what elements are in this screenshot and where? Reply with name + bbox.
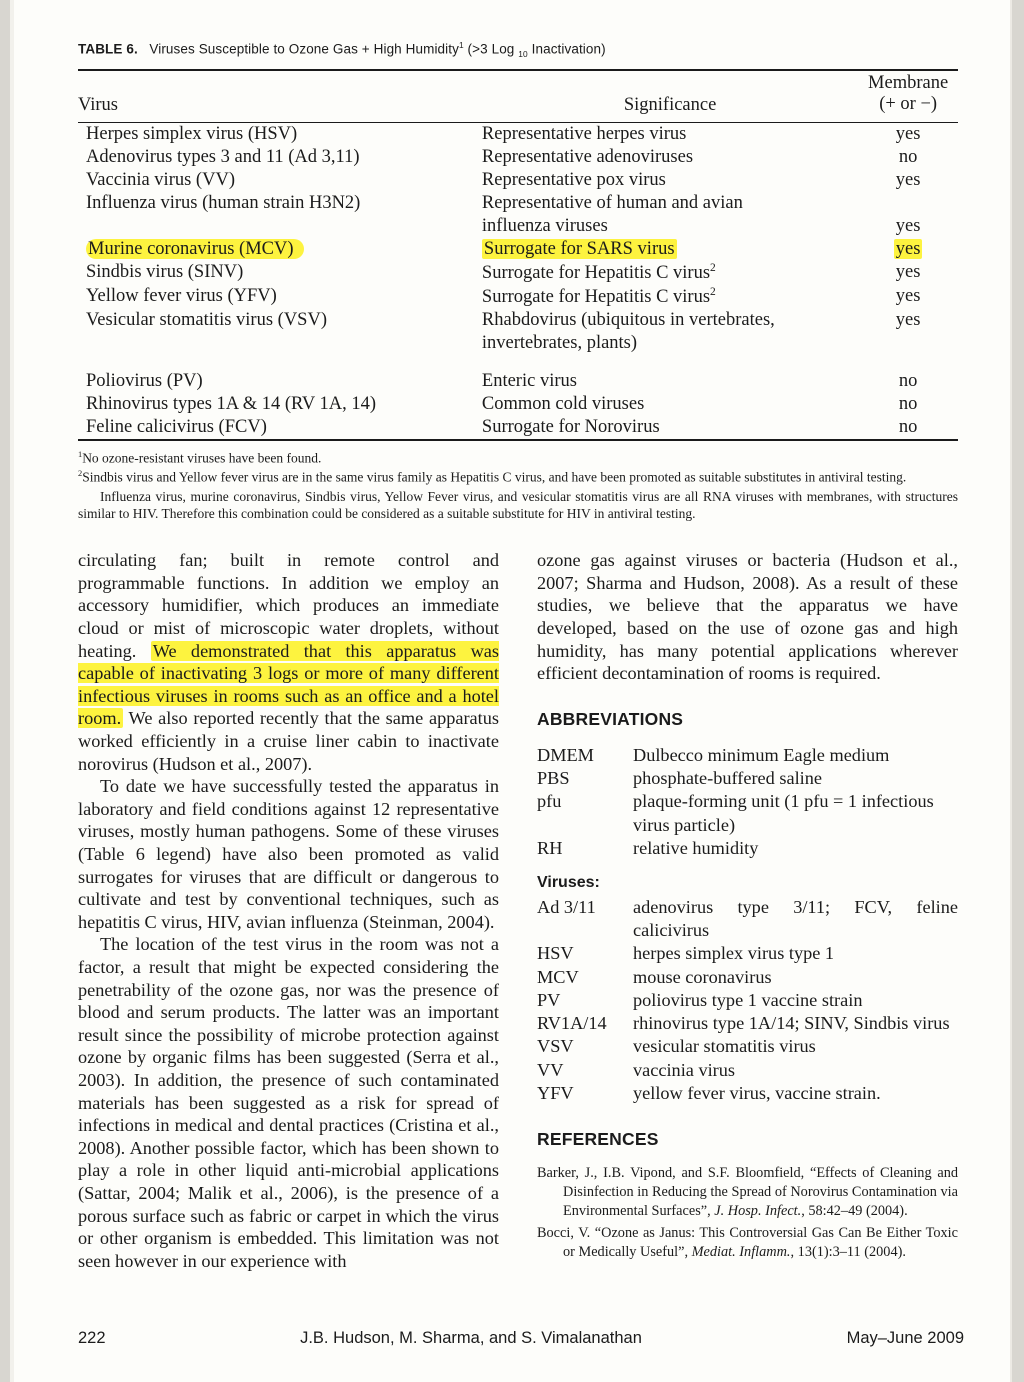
section-heading-references: REFERENCES (537, 1129, 659, 1150)
virus-abbreviation-item (537, 1035, 958, 1058)
cell-membrane: yes (895, 310, 921, 331)
page-content (78, 40, 958, 1272)
virus-abbreviation-item (537, 966, 958, 989)
table-row-highlighted (78, 238, 958, 261)
cell-significance (482, 261, 858, 285)
abbreviation-definition: mouse coronavirus (633, 966, 772, 987)
abbreviation-definition: herpes simplex virus type 1 (633, 943, 835, 964)
footnote-2-text: Sindbis virus and Yellow fever virus are in the same virus family as Hepatitis C virus, and have been promoted as suitable substitutes in antiviral testing. (82, 469, 907, 485)
paragraph: To date we have successfully tested the apparatus in laboratory and field conditions against 12 representative viruses, mostly human pathogens. Some of these viruses (Table 6 legend) have also been promoted as valid surrogates for viruses that are difficult or dangerous to cultivate and test by conventional techniques, such as hepatitis C virus, HIV, avian influenza (Steinman, 2004). (78, 776, 499, 932)
cell-virus: Herpes simplex virus (HSV) (86, 123, 298, 144)
abbreviation-item (537, 837, 958, 860)
abbreviation-definition: vesicular stomatitis virus (633, 1036, 816, 1057)
table-caption-text-mid: (>3 Log (463, 41, 519, 57)
abbreviation-definition: plaque-forming unit (1 pfu = 1 infectious (633, 791, 934, 812)
abbreviation-term: DMEM (537, 744, 594, 765)
virus-abbreviation-item (537, 1059, 958, 1082)
reference-text-post: , 13(1):3–11 (2004). (790, 1244, 906, 1261)
cell-membrane: no (898, 394, 918, 415)
footnote-3 (78, 488, 958, 524)
abbreviation-term: VV (537, 1059, 564, 1080)
abbreviation-definition: yellow fever virus, vaccine strain. (633, 1082, 881, 1103)
table-row (78, 416, 958, 440)
spacer-cell (858, 355, 958, 370)
table-footnotes (78, 449, 958, 523)
cell-virus (78, 238, 482, 261)
table-row (78, 261, 958, 285)
table-row (78, 122, 958, 146)
virus-abbreviation-item (537, 989, 958, 1012)
cell-virus: Sindbis virus (SINV) (86, 262, 244, 283)
cell-virus: Yellow fever virus (YFV) (86, 286, 277, 307)
highlighted-membrane: yes (895, 238, 921, 259)
viruses-table (78, 69, 958, 441)
cell-significance: Representative herpes virus (481, 123, 687, 144)
cell-virus-empty (78, 332, 482, 355)
cell-significance-text: Surrogate for Hepatitis C virus (481, 262, 711, 283)
membrane-header-line1: Membrane (868, 73, 949, 94)
abbreviation-definition: Dulbecco minimum Eagle medium (633, 744, 890, 765)
cell-significance: Representative adenoviruses (481, 146, 694, 167)
cell-significance-continued: invertebrates, plants) (481, 333, 638, 354)
cell-virus: Influenza virus (human strain H3N2) (86, 192, 361, 213)
abbreviation-term: PBS (537, 768, 570, 789)
cell-virus: Adenovirus types 3 and 11 (Ad 3,11) (86, 146, 360, 167)
page-footer (78, 1329, 964, 1348)
cell-virus: Feline calicivirus (FCV) (86, 417, 267, 438)
subheading-viruses: Viruses: (537, 874, 600, 892)
footnote-1 (78, 449, 958, 467)
cell-membrane-empty (858, 332, 958, 355)
footnote-1-marker: 1 (78, 450, 83, 460)
cell-significance (482, 238, 858, 261)
table-row-spacer (78, 355, 958, 370)
abbreviation-term: VSV (537, 1036, 574, 1057)
abbreviation-definition: phosphate-buffered saline (633, 768, 823, 789)
cell-membrane: no (898, 371, 918, 392)
body-columns (78, 549, 958, 1272)
footer-authors: J.B. Hudson, M. Sharma, and S. Vimalanathan (300, 1329, 642, 1347)
table-header-row (78, 70, 958, 122)
abbreviation-item (537, 744, 958, 767)
abbreviation-definition: vaccinia virus (633, 1059, 736, 1080)
abbreviation-term: pfu (537, 791, 562, 812)
scan-edge-left (0, 0, 10, 1382)
cell-significance: Common cold viruses (481, 394, 645, 415)
cell-virus: Vaccinia virus (VV) (86, 169, 235, 190)
page-number: 222 (78, 1329, 106, 1347)
paragraph-continued (78, 549, 499, 775)
table-caption-sub-10: 10 (518, 49, 528, 60)
cell-significance-text: Surrogate for Hepatitis C virus (481, 287, 711, 308)
cell-significance-sup: 2 (710, 261, 716, 274)
section-heading-abbreviations: ABBREVIATIONS (537, 708, 684, 729)
cell-membrane: yes (895, 215, 921, 236)
column-header-virus: Virus (78, 94, 118, 115)
table-caption-text-before: Viruses Susceptible to Ozone Gas + High Humidity (149, 41, 459, 57)
virus-abbreviation-item (537, 942, 958, 965)
virus-abbreviation-item (537, 1082, 958, 1105)
highlighted-significance: Surrogate for SARS virus (483, 238, 675, 259)
reference-item (537, 1164, 958, 1221)
reference-text-post: , 58:42–49 (2004). (801, 1203, 908, 1220)
footnote-2-marker: 2 (78, 469, 83, 479)
table-row (78, 285, 958, 309)
right-column (537, 549, 958, 1272)
cell-membrane: no (898, 146, 918, 167)
paragraph: The location of the test virus in the room was not a factor, a result that might be expected considering the penetrability of the ozone gas, nor was the presence of blood and serum products. The latter was an important result since the possibility of microbe protection against ozone by organic films has been suggested (Serra et al., 2003). In addition, the presence of such contaminated materials has been suggested as a risk for spread of infections in medical and dental practices (Cristina et al., 2008). Another possible factor, which has been shown to play a role in other liquid anti-microbial applications (Sattar, 2004; Malik et al., 2006), is the presence of a porous surface such as fabric or carpet in which the virus or other organism is embedded. This limitation was not seen however in our experience with (78, 934, 499, 1271)
table-row (78, 309, 958, 332)
cell-membrane: no (898, 417, 918, 438)
scan-edge-right (1012, 0, 1024, 1382)
table-row-continuation (78, 332, 958, 355)
cell-significance: Representative of human and avian (481, 192, 743, 213)
reference-journal: J. Hosp. Infect. (714, 1203, 802, 1220)
virus-abbreviation-item (537, 1012, 958, 1035)
abbreviation-definition: poliovirus type 1 vaccine strain (633, 989, 863, 1010)
cell-significance-continued: influenza viruses (481, 215, 608, 236)
reference-journal: Mediat. Inflamm. (691, 1244, 791, 1261)
virus-abbreviation-item (537, 896, 958, 942)
cell-membrane: yes (895, 262, 921, 283)
cell-significance: Rhabdovirus (ubiquitous in vertebrates, (481, 310, 775, 331)
table-row (78, 192, 958, 215)
paragraph-text-a: circulating fan; built in remote control and programmable functions. In addition we employ an accessory humidifier, which produces an immediate cloud or mist of microscopic water droplets, without heating. (78, 550, 499, 661)
cell-virus: Rhinovirus types 1A & 14 (RV 1A, 14) (86, 394, 377, 415)
cell-significance: Representative pox virus (481, 169, 666, 190)
footnote-1-text: No ozone-resistant viruses have been found. (82, 450, 322, 466)
abbreviation-definition: rhinovirus type 1A/14; SINV, Sindbis virus (633, 1013, 950, 1034)
column-header-significance: Significance (623, 94, 717, 115)
abbreviation-item (537, 790, 958, 813)
table-caption-sup-1: 1 (458, 40, 464, 50)
membrane-header-line2: (+ or −) (879, 94, 938, 115)
table-row-continuation (78, 215, 958, 238)
left-column (78, 549, 499, 1272)
cell-virus-empty (78, 215, 482, 238)
cell-membrane: yes (895, 169, 921, 190)
cell-significance: Surrogate for Norovirus (481, 417, 660, 438)
cell-significance-sup: 2 (710, 285, 716, 298)
abbreviation-term: RH (537, 837, 563, 858)
abbreviation-item (537, 767, 958, 790)
spacer-cell (78, 355, 482, 370)
abbreviation-definition: adenovirus type 3/11; FCV, feline calicivirus (633, 897, 958, 941)
cell-membrane: yes (895, 123, 921, 144)
cell-virus: Poliovirus (PV) (86, 371, 203, 392)
reference-text-pre: Barker, J., I.B. Vipond, and S.F. Bloomfield, “Effects of Cleaning and Disinfection in Reducing the Spread of Norovirus Contamination via Environmental Surfaces”, (537, 1165, 958, 1220)
footnote-2 (78, 468, 958, 486)
reference-item (537, 1224, 958, 1262)
reference-text-pre: Bocci, V. “Ozone as Janus: This Controversial Gas Can Be Either Toxic or Medically Useful”, (537, 1225, 958, 1261)
abbreviation-term: MCV (537, 966, 579, 987)
footnote-3-text: Influenza virus, murine coronavirus, Sindbis virus, Yellow Fever virus, and vesicular stomatitis virus are all RNA viruses with membranes, with structures similar to HIV. Therefore this combination could be considered as a suitable substitute for HIV in antiviral testing. (78, 488, 958, 522)
abbreviation-term: RV1A/14 (537, 1013, 607, 1034)
table-row (78, 370, 958, 393)
cell-virus: Vesicular stomatitis virus (VSV) (86, 310, 327, 331)
paragraph-text-b: We also reported recently that the same apparatus worked efficiently in a cruise liner cabin to inactivate norovirus (Hudson et al., 2007). (78, 708, 499, 774)
table-caption (78, 40, 958, 59)
abbreviation-term: YFV (537, 1082, 574, 1103)
abbreviation-term: Ad 3/11 (537, 897, 596, 918)
abbreviation-term: HSV (537, 943, 574, 964)
table-row (78, 146, 958, 169)
table-label: TABLE 6. (78, 41, 138, 57)
abbreviation-definition: relative humidity (633, 837, 759, 858)
cell-significance: Enteric virus (481, 371, 577, 392)
table-caption-text-after: Inactivation) (527, 41, 606, 57)
table-head (78, 70, 958, 122)
highlighted-virus-name: Murine coronavirus (MCV) (86, 239, 304, 259)
abbreviation-term: PV (537, 989, 561, 1010)
abbreviation-definition-continued: virus particle) (633, 814, 736, 835)
paragraph-continued: ozone gas against viruses or bacteria (Hudson et al., 2007; Sharma and Hudson, 2008). As a result of these studies, we believe that the apparatus we have developed, based on the use of ozone gas and high humidity, has many potential applications wherever efficient decontamination of rooms is required. (537, 550, 958, 684)
highlighted-sentence: We demonstrated that this apparatus was capable of inactivating 3 logs or more of many different infectious viruses in rooms such as an office and a hotel room. (78, 640, 499, 729)
cell-membrane (858, 238, 958, 261)
table-body (78, 122, 958, 440)
cell-membrane (858, 192, 958, 215)
table-row (78, 169, 958, 192)
spacer-cell (482, 355, 858, 370)
cell-membrane: yes (895, 286, 921, 307)
column-header-membrane (858, 70, 958, 122)
footer-date: May–June 2009 (846, 1329, 964, 1347)
cell-significance (482, 285, 858, 309)
table-row (78, 393, 958, 416)
